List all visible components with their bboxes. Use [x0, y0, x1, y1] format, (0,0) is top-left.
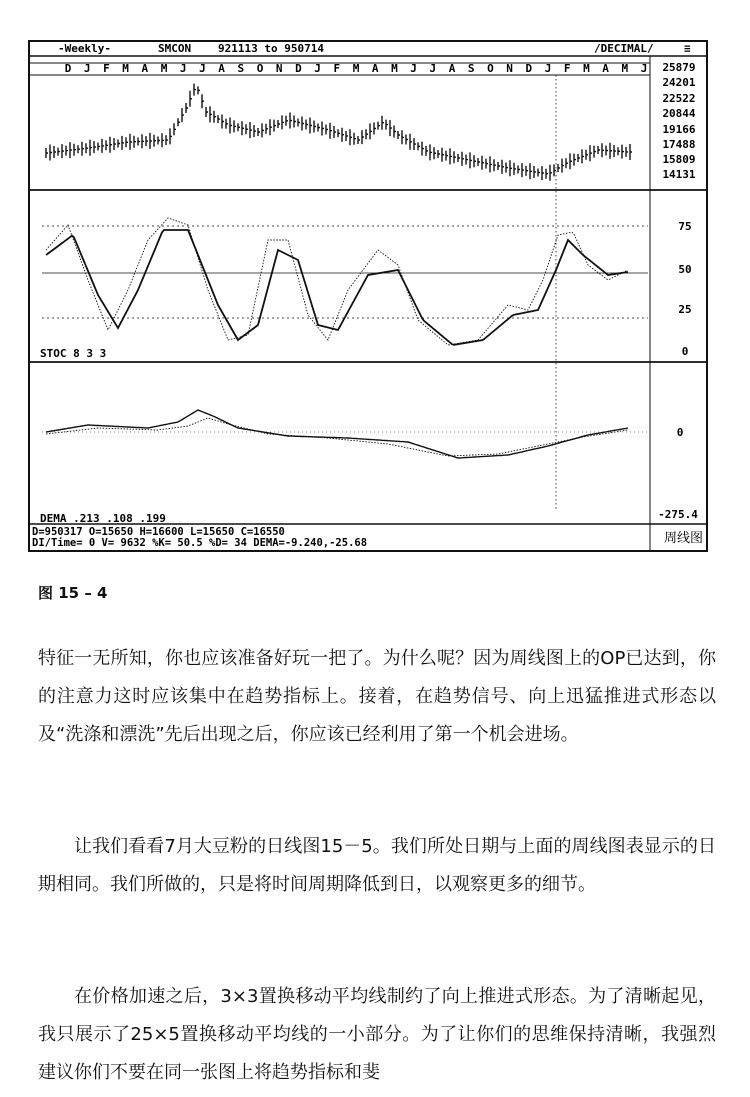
chart-type-label: 周线图	[664, 531, 704, 546]
month-letter: N	[506, 62, 513, 75]
month-letter: J	[179, 62, 187, 75]
dema-tick-zero: 0	[676, 426, 684, 439]
stoc-tick-label: 25	[678, 303, 692, 316]
month-letter: A	[218, 62, 225, 75]
month-letter: O	[256, 62, 264, 75]
month-letter: J	[83, 62, 91, 75]
paragraph-2: 让我们看看7月大豆粉的日线图15－5。我们所处日期与上面的周线图表显示的日期相同。我们所做的，只是将时间周期降低到日，以观察更多的细节。	[38, 836, 716, 895]
month-letter: A	[602, 62, 609, 75]
month-letter: F	[103, 62, 110, 75]
month-letter: A	[448, 62, 456, 75]
stoc-tick-label: 0	[681, 345, 689, 358]
chart-canvas	[28, 40, 708, 552]
month-letter: J	[544, 62, 552, 75]
month-letter: S	[237, 62, 245, 75]
month-letter: M	[122, 62, 129, 75]
menu-icon: ≡	[684, 42, 691, 55]
paragraph-1: 特征一无所知，你也应该准备好玩一把了。为什么呢？因为周线图上的OP已达到，你的注意力这时应该集中在趋势指标上。接着，在趋势信号、向上迅猛推进式形态以及“洗涤和漂洗”先后出现之后，你应该已经利用了第一个机会进场。	[38, 648, 716, 745]
price-tick-label: 14131	[662, 168, 696, 181]
month-letter: S	[467, 62, 475, 75]
month-letter: F	[563, 62, 571, 75]
paragraph-3: 在价格加速之后，3×3置换移动平均线制约了向上推进式形态。为了清晰起见，我只展示了25×5置换移动平均线的一小部分。为了让你们的思维保持清晰，我强烈建议你们不要在同一张图上将趋势指标和斐	[38, 986, 716, 1083]
dema-tick-min: -275.4	[658, 508, 698, 521]
month-letter: F	[333, 62, 341, 75]
month-letter: M	[160, 62, 168, 75]
dema-label: DEMA .213 .108 .199	[40, 512, 166, 525]
month-letter: J	[410, 62, 417, 75]
month-letter: J	[199, 62, 206, 75]
month-letter: A	[371, 62, 379, 75]
chart-figure	[28, 40, 708, 552]
status-line-1: D=950317 O=15650 H=16600 L=15650 C=16550	[32, 526, 285, 538]
month-letter: M	[583, 62, 590, 75]
price-tick-label: 15809	[662, 153, 696, 166]
month-letter: M	[352, 62, 360, 75]
month-letter: N	[275, 62, 283, 75]
price-tick-label: 17488	[662, 138, 696, 151]
stoc-label: STOC 8 3 3	[40, 347, 107, 360]
period-label: -Weekly-	[58, 42, 111, 55]
status-line-2: DI/Time= 0 V= 9632 %K= 50.5 %D= 34 DEMA=-9.240,-25.68	[32, 537, 368, 549]
price-tick-label: 20844	[662, 107, 696, 120]
symbol-label: SMCON	[158, 42, 192, 55]
chart-frame	[29, 41, 707, 551]
stoc-tick-label: 75	[678, 220, 692, 233]
price-tick-label: 24201	[662, 76, 696, 89]
month-letter: J	[429, 62, 437, 75]
price-tick-label: 22522	[662, 92, 696, 105]
month-letter: J	[640, 62, 648, 75]
price-tick-label: 25879	[662, 61, 696, 74]
month-letter: A	[141, 62, 149, 75]
month-letter: D	[64, 62, 72, 75]
format-label: /DECIMAL/	[594, 42, 654, 55]
figure-caption: 图 15 – 4	[38, 584, 108, 602]
stoc-tick-label: 50	[678, 263, 692, 276]
price-tick-label: 19166	[662, 123, 696, 136]
month-letter: D	[525, 62, 533, 75]
month-letter: M	[621, 62, 629, 75]
date-range-label: 921113 to 950714	[218, 42, 324, 55]
month-letter: D	[295, 62, 302, 75]
month-letter: O	[487, 62, 494, 75]
month-letter: J	[314, 62, 321, 75]
month-letter: M	[391, 62, 398, 75]
